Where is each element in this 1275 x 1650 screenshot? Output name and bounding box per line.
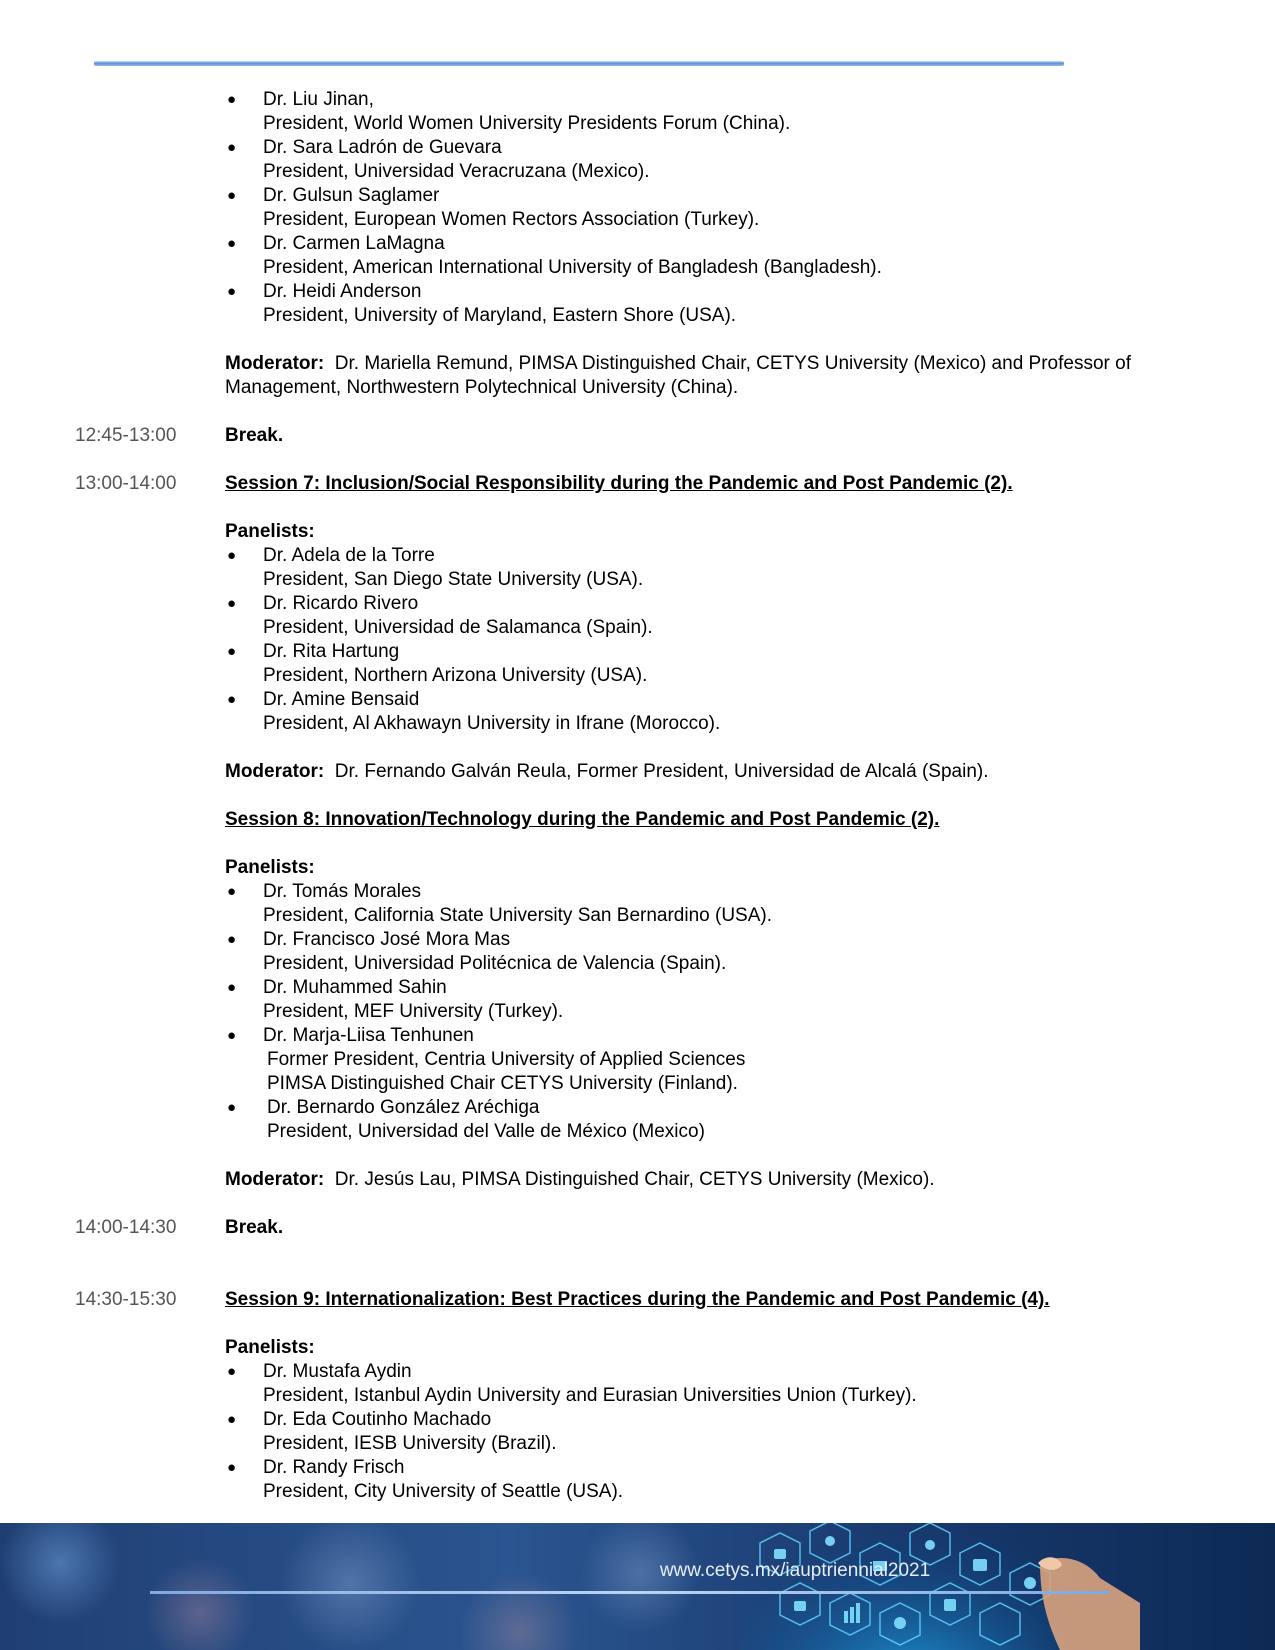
footer-rule [150, 1591, 1110, 1594]
moderator-line [225, 352, 1235, 400]
panelist-list [225, 544, 1235, 736]
moderator-label: Moderator: [225, 353, 325, 374]
panelist-item: ● Dr. Ricardo Rivero President, Universidad de Salamanca (Spain). [225, 592, 1235, 640]
time-slot: 12:45-13:00 [75, 425, 177, 446]
panelists-label: Panelists: [225, 1337, 315, 1358]
moderator-text: Dr. Mariella Remund, PIMSA Distinguished Chair, CETYS University (Mexico) and Professor of Management, Northwestern Polytechnical University (China). [225, 353, 1131, 398]
panelist-list [225, 88, 1235, 328]
header-rule [94, 61, 1064, 66]
time-slot: 13:00-14:00 [75, 473, 177, 494]
break-label: Break. [225, 1217, 284, 1238]
panelist-item: ● Dr. Eda Coutinho Machado President, IESB University (Brazil). [225, 1408, 1235, 1456]
break-row [0, 424, 1275, 448]
session-6-continuation [0, 88, 1275, 400]
panelist-item: ● Dr. Randy Frisch President, City University of Seattle (USA). [225, 1456, 1235, 1504]
moderator-text: Dr. Jesús Lau, PIMSA Distinguished Chair, CETYS University (Mexico). [334, 1169, 935, 1190]
panelist-list [225, 880, 1235, 1144]
tech-globe-icon [740, 1523, 1140, 1650]
panelist-item: ● Dr. Marja-Liisa Tenhunen Former President, Centria University of Applied Sciences PIMSA Distinguished Chair CETYS University (Finland). [225, 1024, 1235, 1096]
break-label: Break. [225, 425, 284, 446]
panelist-item: ● Dr. Mustafa Aydin President, Istanbul Aydin University and Eurasian Universities Union (Turkey). [225, 1360, 1235, 1408]
moderator-line [225, 760, 1235, 784]
panelist-item: ● Dr. Tomás Morales President, California State University San Bernardino (USA). [225, 880, 1235, 928]
panelists-label: Panelists: [225, 857, 315, 878]
panelist-item: ● Dr. Gulsun Saglamer President, European Women Rectors Association (Turkey). [225, 184, 1235, 232]
time-slot: 14:30-15:30 [75, 1289, 177, 1310]
panelist-item: ● Dr. Francisco José Mora Mas President, Universidad Politécnica de Valencia (Spain). [225, 928, 1235, 976]
panelist-item: ● Dr. Adela de la Torre President, San Diego State University (USA). [225, 544, 1235, 592]
break-row [0, 1216, 1275, 1240]
session-9 [0, 1288, 1275, 1504]
panelists-label: Panelists: [225, 521, 315, 542]
footer-url: www.cetys.mx/iauptriennial2021 [659, 1560, 931, 1581]
panelist-item: ● Dr. Amine Bensaid President, Al Akhawayn University in Ifrane (Morocco). [225, 688, 1235, 736]
panelist-item: ● Dr. Rita Hartung President, Northern Arizona University (USA). [225, 640, 1235, 688]
moderator-label: Moderator: [225, 1169, 325, 1190]
panelist-item: ● Dr. Muhammed Sahin President, MEF University (Turkey). [225, 976, 1235, 1024]
panelist-item: ● Dr. Bernardo González Aréchiga President, Universidad del Valle de México (Mexico) [225, 1096, 1235, 1144]
session-title: Session 7: Inclusion/Social Responsibility during the Pandemic and Post Pandemic (2). [225, 473, 1013, 494]
panelist-item: ● Dr. Liu Jinan, President, World Women University Presidents Forum (China). [225, 88, 1235, 136]
footer-banner [0, 1523, 1275, 1650]
moderator-label: Moderator: [225, 761, 325, 782]
session-8 [0, 808, 1275, 1192]
agenda-content [0, 88, 1275, 1504]
moderator-line [225, 1168, 1235, 1192]
panelist-item: ● Dr. Carmen LaMagna President, American International University of Bangladesh (Bangladesh). [225, 232, 1235, 280]
panelist-item: ● Dr. Sara Ladrón de Guevara President, Universidad Veracruzana (Mexico). [225, 136, 1235, 184]
panelist-list [225, 1360, 1235, 1504]
time-slot: 14:00-14:30 [75, 1217, 177, 1238]
panelist-item: ● Dr. Heidi Anderson President, University of Maryland, Eastern Shore (USA). [225, 280, 1235, 328]
session-7 [0, 472, 1275, 784]
moderator-text: Dr. Fernando Galván Reula, Former President, Universidad de Alcalá (Spain). [334, 761, 989, 782]
session-title: Session 9: Internationalization: Best Practices during the Pandemic and Post Pandemic (4). [225, 1289, 1050, 1310]
session-title: Session 8: Innovation/Technology during the Pandemic and Post Pandemic (2). [225, 809, 940, 830]
